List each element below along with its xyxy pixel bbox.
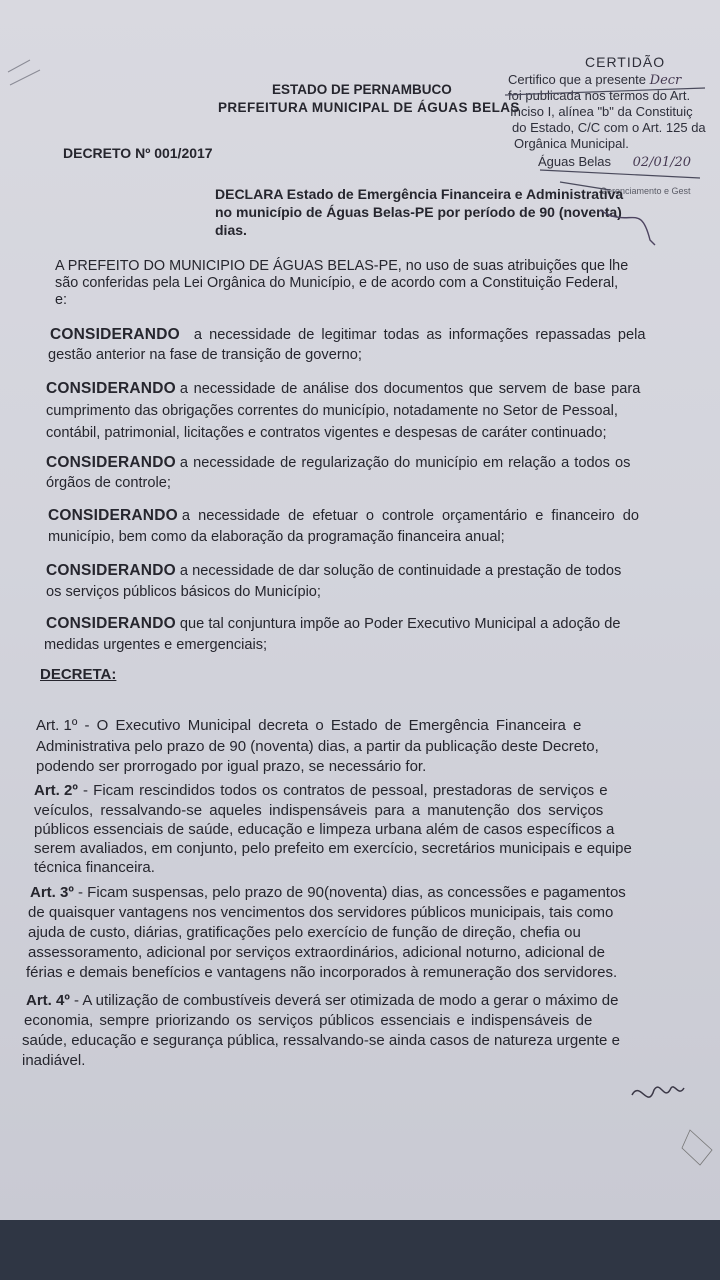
- article-1-label: Art. 1º: [36, 717, 78, 734]
- article-2-label: Art. 2º: [34, 782, 78, 799]
- considerando-keyword: CONSIDERANDO: [46, 454, 176, 471]
- certificate-line-3: Inciso I, alínea "b" da Constituiç: [510, 104, 693, 119]
- considerando-keyword: CONSIDERANDO: [50, 326, 180, 343]
- consideration-6-line-2: medidas urgentes e emergenciais;: [44, 637, 268, 653]
- decreta-heading: DECRETA:: [40, 666, 117, 683]
- article-3-text: - Ficam suspensas, pelo prazo de 90(noventa) dias, as concessões e pagamentos: [73, 884, 626, 901]
- article-4-text: - A utilização de combustíveis deverá ser otimizada de modo a gerar o máximo de: [69, 992, 619, 1009]
- considerando-keyword: CONSIDERANDO: [46, 380, 176, 397]
- certificate-title: CERTIDÃO: [585, 54, 666, 70]
- consideration-1-line-2: gestão anterior na fase de transição de governo;: [48, 347, 362, 363]
- article-1-line-2: Administrativa pelo prazo de 90 (noventa) dias, a partir da publicação deste Decreto,: [36, 738, 599, 755]
- article-1-line-3: podendo ser prorrogado por igual prazo, se necessário for.: [36, 758, 427, 775]
- article-3-label: Art. 3º: [30, 884, 74, 901]
- article-3-line-4: assessoramento, adicional por serviços extraordinários, adicional noturno, adicional de: [28, 944, 605, 961]
- considerando-keyword: CONSIDERANDO: [46, 615, 176, 632]
- article-2-line-2: veículos, ressalvando-se aqueles indispensáveis para a manutenção dos serviços: [34, 802, 604, 819]
- preamble-line-3: e:: [55, 292, 68, 308]
- article-2-line-5: técnica financeira.: [34, 859, 155, 876]
- article-2-text: - Ficam rescindidos todos os contratos de pessoal, prestadoras de serviços e: [77, 782, 608, 799]
- initials-signature: [632, 1087, 684, 1097]
- certificate-line-5: Orgânica Municipal.: [514, 136, 629, 151]
- preamble-line-1: A PREFEITO DO MUNICIPIO DE ÁGUAS BELAS-PE, no uso de suas atribuições que lhe: [55, 258, 629, 274]
- consideration-2-text: a necessidade de análise dos documentos que servem de base para: [179, 381, 641, 397]
- article-2-line-4: serem avaliados, em conjunto, pelo prefeito em exercício, secretários municipais e equipe: [34, 840, 632, 857]
- preamble-line-2: são conferidas pela Lei Orgânica do Município, e de acordo com a Constituição Federal,: [55, 275, 619, 291]
- considerando-keyword: CONSIDERANDO: [48, 507, 178, 524]
- handwritten-flourish: [600, 210, 655, 245]
- certificate-city: Águas Belas: [538, 154, 611, 169]
- state-heading: ESTADO DE PERNAMBUCO: [272, 82, 452, 97]
- background-surface: [0, 1220, 720, 1280]
- handwritten-decree-word: Decr: [649, 73, 682, 88]
- article-4-line-2: economia, sempre priorizando os serviços públicos essenciais e indispensáveis de: [24, 1012, 593, 1029]
- considerando-keyword: CONSIDERANDO: [46, 562, 176, 579]
- article-3-line-2: de quaisquer vantagens nos vencimentos dos servidores públicos municipais, tais como: [28, 904, 614, 921]
- consideration-5-text: a necessidade de dar solução de continuidade a prestação de todos: [179, 563, 622, 579]
- certificate-line-2: foi publicada nos termos do Art.: [508, 88, 691, 103]
- summary-line-3: dias.: [215, 222, 247, 238]
- article-3-line-5: férias e demais benefícios e vantagens não incorporados à remuneração dos servidores.: [26, 964, 618, 981]
- certificate-footer: Gerenciamento e Gest: [600, 186, 691, 196]
- summary-line-1: DECLARA Estado de Emergência Financeira e Administrativa: [215, 186, 624, 202]
- article-4-line-3: saúde, educação e segurança pública, ressalvando-se ainda casos de natureza urgente e: [22, 1032, 620, 1049]
- consideration-4-line-2: município, bem como da elaboração da programação financeira anual;: [48, 529, 505, 545]
- article-4-line-4: inadiável.: [22, 1052, 86, 1069]
- certificate-line-1-text: Certifico que a presente: [508, 72, 647, 87]
- stamp-frame: [505, 88, 705, 190]
- city-hall-heading: PREFEITURA MUNICIPAL DE ÁGUAS BELAS: [218, 100, 520, 115]
- summary-line-2: no município de Águas Belas-PE por período de 90 (noventa): [215, 204, 622, 220]
- decree-number: DECRETO Nº 001/2017: [63, 145, 213, 161]
- consideration-3-text: a necessidade de regularização do município em relação a todos os: [179, 455, 631, 471]
- consideration-2-line-2: cumprimento das obrigações correntes do município, notadamente no Setor de Pessoal,: [46, 403, 618, 419]
- consideration-5-line-2: os serviços públicos básicos do Município;: [46, 584, 321, 600]
- consideration-2-line-3: contábil, patrimonial, licitações e contratos vigentes e despesas de caráter continuado;: [46, 425, 607, 441]
- page-fold-mark: [682, 1130, 712, 1165]
- consideration-3-line-2: órgãos de controle;: [46, 475, 171, 491]
- article-2-line-3: públicos essenciais de saúde, educação e limpeza urbana além de casos específicos a: [34, 821, 615, 838]
- article-1-text: - O Executivo Municipal decreta o Estado de Emergência Financeira e: [77, 717, 582, 734]
- certificate-line-4: do Estado, C/C com o Art. 125 da: [512, 120, 706, 135]
- article-4-label: Art. 4º: [26, 992, 70, 1009]
- article-3-line-3: ajuda de custo, diárias, gratificações pelo exercício de função de direção, chefia ou: [28, 924, 581, 941]
- consideration-1-text: a necessidade de legitimar todas as informações repassadas pela: [193, 327, 646, 343]
- corner-scribble: [8, 60, 40, 85]
- consideration-4-text: a necessidade de efetuar o controle orçamentário e financeiro do: [181, 508, 639, 524]
- consideration-6-text: que tal conjuntura impõe ao Poder Executivo Municipal a adoção de: [179, 616, 621, 632]
- handwritten-date: 02/01/20: [632, 155, 692, 170]
